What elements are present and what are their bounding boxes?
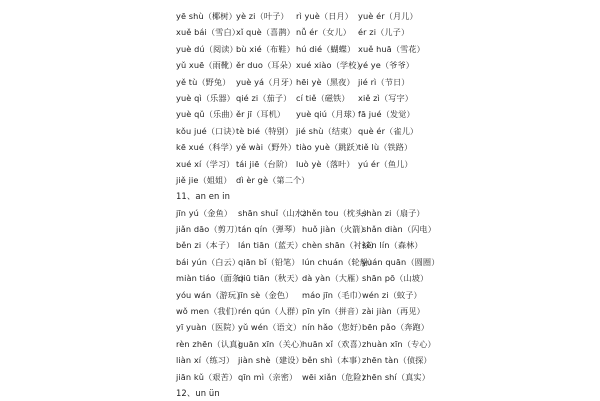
word-row bbox=[176, 41, 436, 57]
word-entry: yǔ xuē（雨靴） bbox=[176, 60, 238, 71]
word-row bbox=[176, 8, 436, 24]
word-entry: lán tiān（蓝天） bbox=[238, 240, 303, 251]
word-entry: ér zi（儿子） bbox=[358, 27, 410, 38]
word-row bbox=[176, 123, 436, 139]
word-entry: qīn mì（亲密） bbox=[238, 371, 298, 382]
word-entry: xuě huā（雪花） bbox=[358, 43, 425, 54]
word-entry: chèn shān（衬衫） bbox=[302, 240, 379, 251]
word-entry: yé ye（爷爷） bbox=[358, 60, 415, 71]
word-row bbox=[176, 352, 436, 368]
word-row bbox=[176, 205, 436, 221]
word-row bbox=[176, 287, 436, 303]
word-entry: zhuàn xīn（专心） bbox=[362, 338, 436, 349]
word-entry: bēn pǎo（奔跑） bbox=[362, 322, 430, 333]
word-entry: luò yè（落叶） bbox=[296, 158, 355, 169]
word-entry: yě tù（野兔） bbox=[176, 76, 231, 87]
word-entry: guān xīn（关心） bbox=[238, 338, 308, 349]
word-entry: yú ér（鱼儿） bbox=[358, 158, 413, 169]
word-entry: jīn yú（金鱼） bbox=[176, 207, 233, 218]
word-row bbox=[176, 57, 436, 73]
word-entry: kē xué（科学） bbox=[176, 142, 238, 153]
word-row bbox=[176, 237, 436, 253]
word-row bbox=[176, 319, 436, 335]
word-entry: yuè qì（乐器） bbox=[176, 92, 235, 103]
word-row bbox=[176, 369, 436, 385]
word-row bbox=[176, 90, 436, 106]
word-entry: zài jiàn（再见） bbox=[362, 306, 425, 317]
word-entry: bù xié（布鞋） bbox=[236, 43, 295, 54]
word-entry: xǐ què（喜鹊） bbox=[236, 27, 295, 38]
word-entry: sēn lín（森林） bbox=[362, 240, 423, 251]
word-entry: shān shuǐ（山水） bbox=[238, 207, 312, 218]
word-entry: cí tiě（磁铁） bbox=[296, 92, 350, 103]
word-entry: què ér（雀儿） bbox=[358, 125, 419, 136]
word-entry: ěr jī（耳机） bbox=[236, 109, 286, 120]
word-entry: miàn tiáo（面条） bbox=[176, 273, 249, 284]
word-entry: yuè qǔ（乐曲） bbox=[176, 109, 238, 120]
word-entry: tái jiē（台阶） bbox=[236, 158, 293, 169]
word-entry: huǒ jiàn（火箭） bbox=[302, 224, 369, 235]
word-entry: hēi yè（黑夜） bbox=[296, 76, 355, 87]
word-row bbox=[176, 74, 436, 90]
word-entry: rèn zhēn（认真） bbox=[176, 338, 246, 349]
word-row bbox=[176, 336, 436, 352]
word-entry: shàn zi（扇子） bbox=[362, 207, 425, 218]
word-entry: xué xí（学习） bbox=[176, 158, 235, 169]
pinyin-word-list bbox=[176, 8, 440, 401]
word-row bbox=[176, 24, 436, 40]
word-entry: rì yuè（日月） bbox=[296, 11, 354, 21]
word-entry: bái yún（白云） bbox=[176, 256, 241, 267]
word-entry: yī yuàn（医院） bbox=[176, 322, 240, 333]
word-entry: jiǎn dāo（剪刀） bbox=[176, 224, 243, 235]
section-an-en-in bbox=[176, 205, 440, 385]
word-entry: tiě lù（铁路） bbox=[358, 142, 413, 153]
word-entry: wēi xiǎn（危险） bbox=[302, 371, 370, 382]
word-entry: máo jīn（毛巾） bbox=[302, 289, 367, 300]
word-entry: jiě jie（姐姐） bbox=[176, 174, 232, 185]
word-entry: jié shù（结束） bbox=[296, 125, 357, 136]
word-row bbox=[176, 270, 436, 286]
word-entry: zhēn tàn（侦探） bbox=[362, 355, 432, 366]
section-ie-ue-er bbox=[176, 8, 436, 188]
word-entry: yè zi（叶子） bbox=[236, 11, 289, 21]
word-entry: kǒu jué（口诀） bbox=[176, 125, 240, 136]
word-entry: hú dié（蝴蝶） bbox=[296, 43, 356, 54]
word-entry: shān pō（山坡） bbox=[362, 273, 429, 284]
word-entry: nǚ ér（女儿） bbox=[296, 27, 352, 38]
word-entry: yǔ wén（语文） bbox=[238, 322, 302, 333]
word-entry: jiān kǔ（艰苦） bbox=[176, 371, 238, 382]
word-entry: yě wài（野外） bbox=[236, 142, 297, 153]
word-entry: tè bié（特别） bbox=[236, 125, 294, 136]
word-row bbox=[176, 254, 440, 270]
word-entry: yē shù（椰树） bbox=[176, 11, 237, 21]
word-entry: lún chuán（轮船） bbox=[302, 256, 377, 267]
word-entry: yuè ér（月儿） bbox=[358, 11, 418, 21]
word-entry: xiě zì（写字） bbox=[358, 92, 414, 103]
word-entry: nín hǎo（您好） bbox=[302, 322, 367, 333]
word-row bbox=[176, 106, 436, 122]
word-entry: shǎn diàn（闪电） bbox=[362, 224, 436, 235]
word-entry: qiān bǐ（铅笔） bbox=[238, 256, 300, 267]
word-entry: xué xiào（学校） bbox=[296, 60, 365, 71]
word-entry: yuán quān（圆圈） bbox=[362, 256, 440, 267]
word-entry: qiū tiān（秋天） bbox=[238, 273, 303, 284]
word-entry: xuě bái（雪白） bbox=[176, 27, 241, 38]
word-entry: pīn yīn（拼音） bbox=[302, 306, 364, 317]
word-entry: huān xǐ（欢喜） bbox=[302, 338, 367, 349]
word-entry: jīn sè（金色） bbox=[238, 289, 294, 300]
word-entry: běn zi（本子） bbox=[176, 240, 235, 251]
word-entry: jiàn shè（建设） bbox=[238, 355, 304, 366]
word-entry: tiào yuè（跳跃） bbox=[296, 142, 364, 153]
word-entry: dì èr gè（第二个） bbox=[236, 174, 310, 185]
word-entry: yuè qiú（月球） bbox=[296, 109, 361, 120]
word-entry: ěr duo（耳朵） bbox=[236, 60, 297, 71]
word-entry: rén qún（人群） bbox=[238, 306, 304, 317]
word-entry: yuè dú（阅读） bbox=[176, 43, 238, 54]
word-row bbox=[176, 156, 436, 172]
word-row bbox=[176, 221, 436, 237]
word-entry: yóu wán（游玩） bbox=[176, 289, 245, 300]
section-heading-un-un: 12、un ün bbox=[176, 387, 220, 398]
word-entry: dà yàn（大雁） bbox=[302, 273, 364, 284]
word-entry: wén zi（蚊子） bbox=[362, 289, 422, 300]
word-entry: fā jué（发觉） bbox=[358, 109, 415, 120]
word-entry: tán qín（弹琴） bbox=[238, 224, 301, 235]
word-row bbox=[176, 139, 436, 155]
word-entry: yuè yá（月牙） bbox=[236, 76, 298, 87]
word-row bbox=[176, 303, 436, 319]
word-entry: zhēn shí（真实） bbox=[362, 371, 430, 382]
word-entry: qié zi（茄子） bbox=[236, 92, 292, 103]
word-row bbox=[176, 172, 436, 188]
section-heading-an-en-in: 11、an en in bbox=[176, 191, 230, 202]
word-entry: jié rì（节日） bbox=[358, 76, 410, 87]
word-entry: zhěn tou（枕头） bbox=[302, 207, 372, 218]
word-entry: liàn xí（练习） bbox=[176, 355, 235, 366]
word-entry: wǒ men（我们） bbox=[176, 306, 243, 317]
word-entry: běn shì（本事） bbox=[302, 355, 366, 366]
